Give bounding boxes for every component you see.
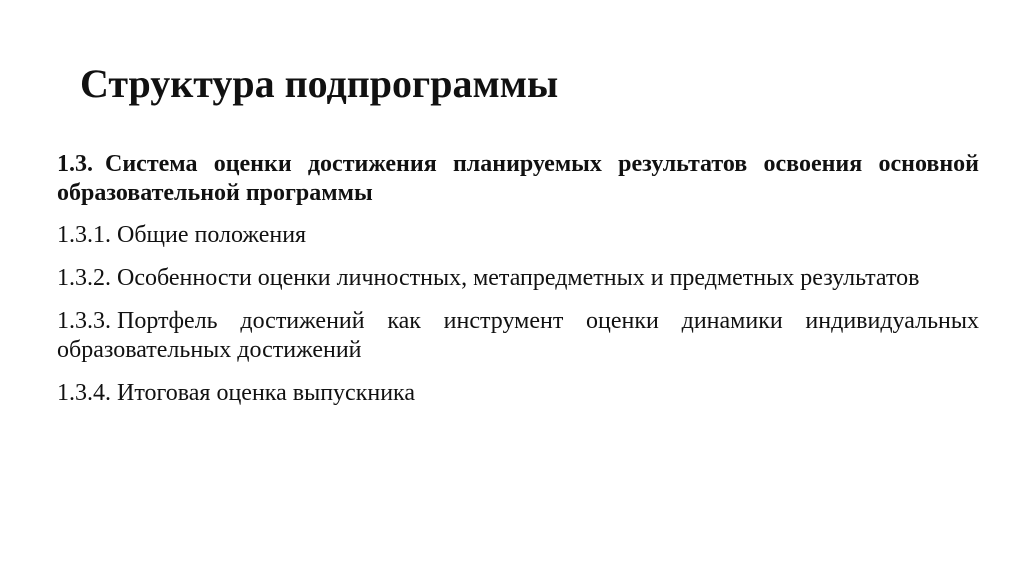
outline-item-number: 1.3.1. bbox=[57, 222, 111, 248]
outline-item-text: Портфель достижений как инструмент оценки динамики индивидуальных образовательных достижений bbox=[57, 308, 979, 363]
outline-item-number: 1.3. bbox=[57, 151, 93, 177]
outline-item-number: 1.3.3. bbox=[57, 308, 111, 334]
outline-item bbox=[57, 307, 979, 365]
outline-item-number: 1.3.4. bbox=[57, 380, 111, 406]
outline-item bbox=[57, 379, 979, 408]
slide-title: Структура подпрограммы bbox=[80, 61, 559, 106]
outline-item bbox=[57, 221, 979, 250]
outline-item-text: Особенности оценки личностных, метапредметных и предметных результатов bbox=[117, 265, 920, 291]
outline-item-text: Общие положения bbox=[117, 222, 307, 248]
outline-item bbox=[57, 264, 979, 293]
outline-item-text: Система оценки достижения планируемых результатов освоения основной образовательной программы bbox=[57, 151, 979, 206]
outline-item-number: 1.3.2. bbox=[57, 265, 111, 291]
outline-list bbox=[57, 150, 979, 422]
outline-item-text: Итоговая оценка выпускника bbox=[117, 380, 415, 406]
outline-item-main bbox=[57, 150, 979, 208]
